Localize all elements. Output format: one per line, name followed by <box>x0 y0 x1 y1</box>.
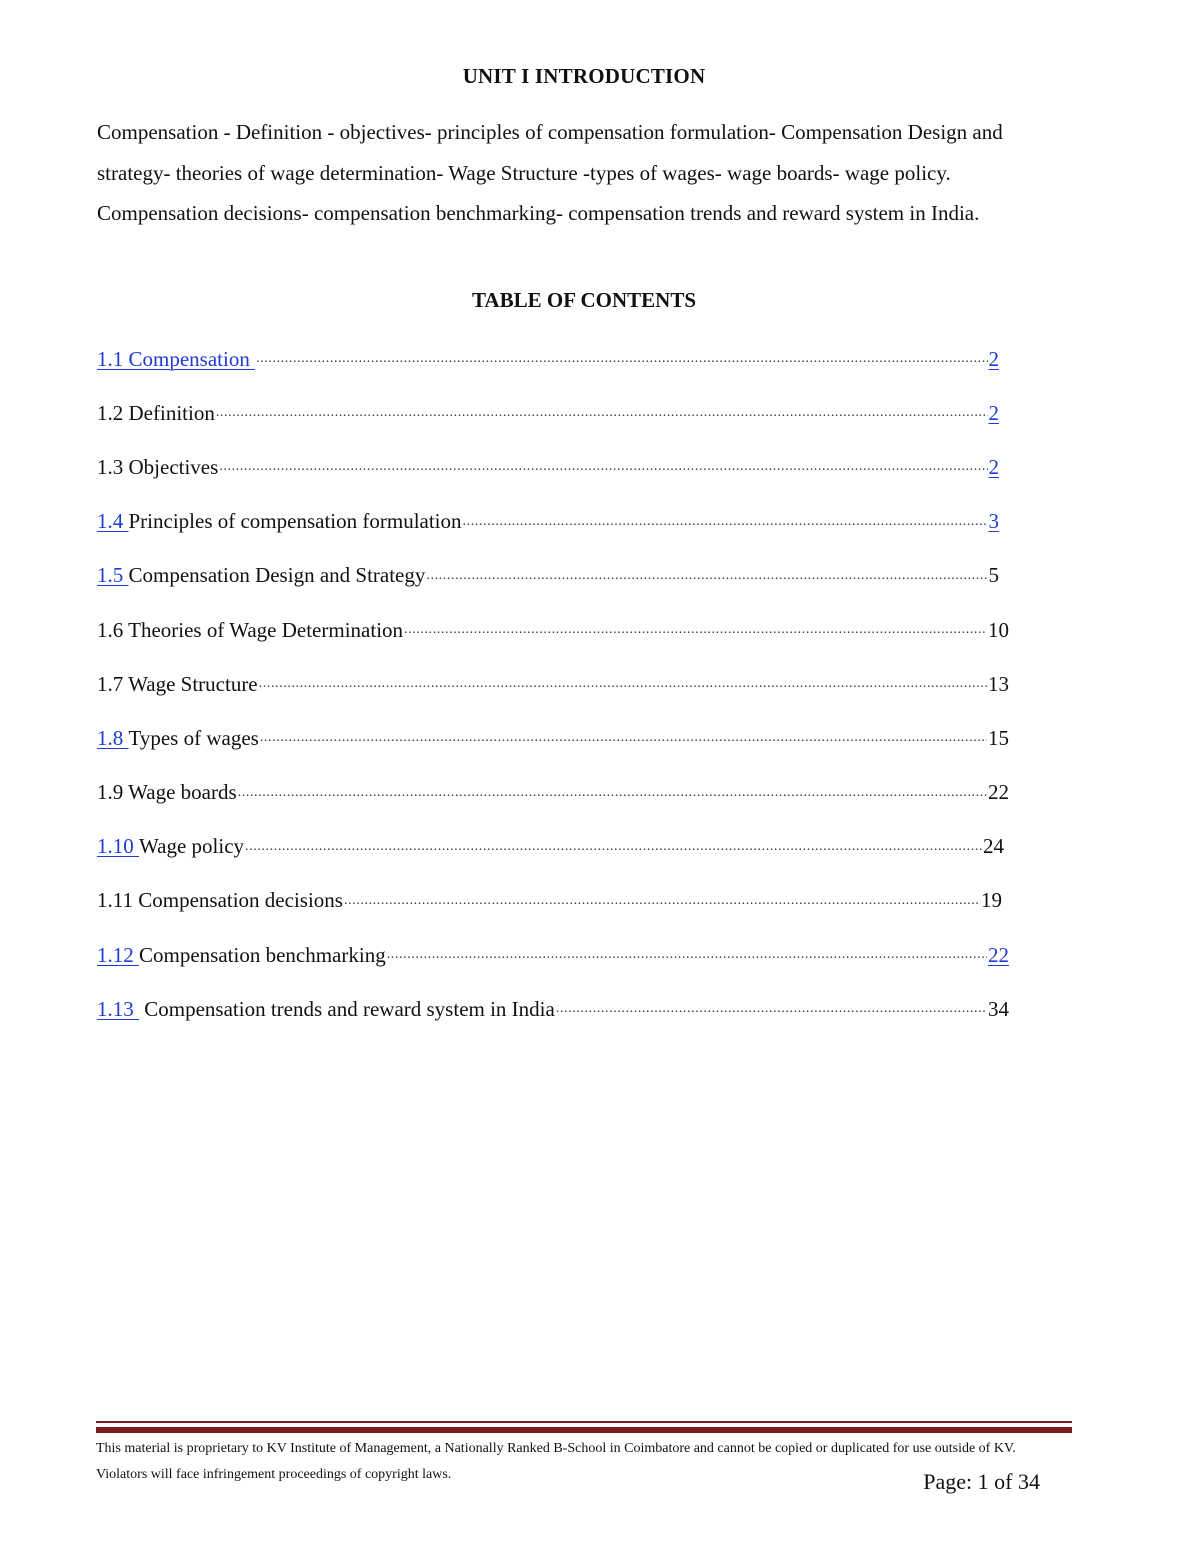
toc-entry-1-13[interactable] <box>97 982 1009 1036</box>
toc-entry-1-5[interactable] <box>97 549 999 603</box>
toc-entry-page: 22 <box>988 780 1009 805</box>
toc-entry-1-4[interactable] <box>97 495 999 549</box>
toc-entry-title: Compensation benchmarking <box>139 942 386 967</box>
toc-entry-1-2[interactable] <box>97 386 999 440</box>
toc-entry-title: Principles of compensation formulation <box>128 509 462 534</box>
toc-entry-1-3[interactable] <box>97 440 999 494</box>
toc-dot-leader <box>238 783 987 803</box>
toc-entry-page[interactable]: 2 <box>988 400 999 425</box>
toc-dot-leader <box>245 837 982 857</box>
toc-entry-number[interactable]: 1.4 <box>97 509 129 534</box>
toc-dot-leader <box>404 620 987 640</box>
toc-entry-title: Compensation trends and reward system in India <box>139 996 555 1021</box>
toc-dot-leader <box>463 512 988 532</box>
toc-entry-number[interactable]: 1.12 <box>97 942 139 967</box>
syllabus-paragraph: Compensation - Definition - objectives- principles of compensation formulation- Compensation Design and strategy- theories of wage determination- Wage Structure -types of wages- wage boards- wage policy. Compensation decisions- compensation benchmarking- compensation trends and reward system in India. <box>97 120 1003 225</box>
toc-dot-leader <box>387 945 987 965</box>
unit-title: UNIT I INTRODUCTION <box>462 64 706 88</box>
toc-entry-1-8[interactable] <box>97 711 1009 765</box>
toc-dot-leader <box>219 457 987 477</box>
toc-entry-page: 5 <box>988 563 999 588</box>
footer-divider-thick <box>96 1427 1072 1433</box>
toc-dot-leader <box>556 999 987 1019</box>
toc-entry-1-6[interactable] <box>97 603 1009 657</box>
toc-entry-number: 1.3 <box>97 454 124 479</box>
toc-entry-page: 10 <box>988 617 1009 642</box>
toc-entry-number[interactable]: 1.1 Compensation <box>97 346 256 371</box>
toc-entry-page: 19 <box>981 888 1002 913</box>
toc-entry-page[interactable]: 3 <box>988 509 999 534</box>
toc-entry-1-7[interactable] <box>97 657 1009 711</box>
toc-dot-leader <box>426 566 987 586</box>
toc-entry-1-11[interactable] <box>97 874 1002 928</box>
toc-entry-page: 15 <box>988 725 1009 750</box>
page-number: Page: 1 of 34 <box>923 1469 1040 1494</box>
toc-entry-page: 24 <box>983 834 1004 859</box>
toc-entry-page[interactable]: 2 <box>988 346 999 371</box>
toc-entry-page: 34 <box>988 996 1009 1021</box>
toc-title: TABLE OF CONTENTS <box>471 288 697 312</box>
toc-entry-title: Wage policy <box>139 834 245 859</box>
toc-entry-1-12[interactable] <box>97 928 1009 982</box>
toc-entry-number[interactable]: 1.8 <box>97 725 129 750</box>
toc-entry-number[interactable]: 1.13 <box>97 996 139 1021</box>
toc-entry-number: 1.9 <box>97 780 124 805</box>
toc-entry-1-9[interactable] <box>97 766 1009 820</box>
toc-entry-title: Objectives <box>123 454 219 479</box>
copyright-notice: This material is proprietary to KV Institute of Management, a Nationally Ranked B-School in Coimbatore and cannot be copied or duplicated for use outside of KV. Violators will face infringement proceedings of copyright laws. <box>96 1441 1016 1482</box>
toc-entry-number[interactable]: 1.5 <box>97 563 129 588</box>
toc-entry-number: 1.2 <box>97 400 124 425</box>
toc-entry-number[interactable]: 1.10 <box>97 834 139 859</box>
toc-entry-number: 1.11 <box>97 888 133 913</box>
toc-dot-leader <box>216 403 988 423</box>
footer-divider <box>96 1421 1072 1423</box>
toc-dot-leader <box>344 891 980 911</box>
table-of-contents <box>97 332 1009 1036</box>
toc-entry-title: Wage boards <box>123 780 237 805</box>
toc-dot-leader <box>256 349 987 369</box>
toc-dot-leader <box>259 674 987 694</box>
toc-entry-title: Compensation decisions <box>132 888 343 913</box>
toc-entry-1-10[interactable] <box>97 820 1004 874</box>
toc-entry-1-1[interactable] <box>97 332 999 386</box>
toc-entry-title: Types of wages <box>128 725 259 750</box>
toc-entry-page: 13 <box>988 671 1009 696</box>
toc-entry-page[interactable]: 22 <box>988 942 1009 967</box>
toc-entry-title: Theories of Wage Determination <box>123 617 404 642</box>
toc-entry-page[interactable]: 2 <box>988 454 999 479</box>
toc-entry-title: Wage Structure <box>123 671 258 696</box>
toc-entry-title: Definition <box>123 400 215 425</box>
toc-dot-leader <box>260 728 987 748</box>
toc-entry-number: 1.7 <box>97 671 124 696</box>
toc-entry-title: Compensation Design and Strategy <box>128 563 426 588</box>
toc-entry-number: 1.6 <box>97 617 124 642</box>
